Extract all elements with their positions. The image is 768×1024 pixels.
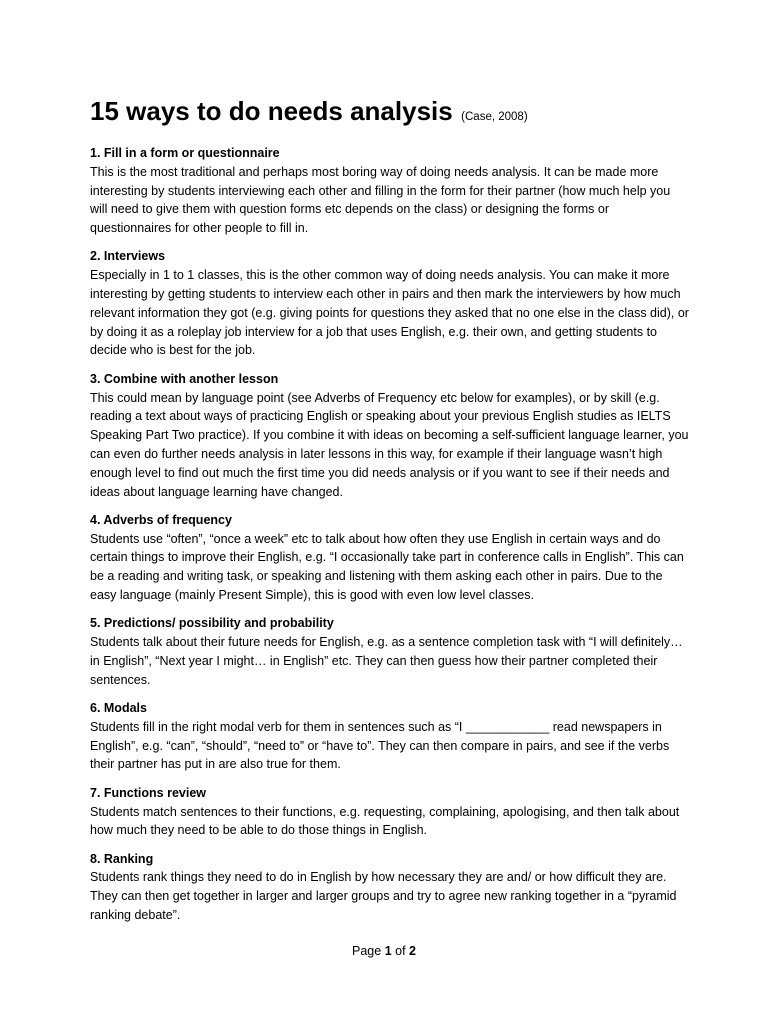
section-heading: 6. Modals <box>90 701 147 716</box>
document-title: 15 ways to do needs analysis <box>90 96 453 126</box>
section-body: This could mean by language point (see Adverbs of Frequency etc below for examples), or by skill (e.g. reading a text about ways of practicing English or speaking about your previous English studies as IELTS Speaking Part Two practice). If you combine it with ideas on becoming a self-sufficient language learner, you can even do further needs analysis in later lessons in this way, for example if their language wasn’t high enough level to find out much the first time you did needs analysis or if you want to see if their needs and ideas about language learning have changed. <box>90 390 689 499</box>
section-3 <box>90 370 690 502</box>
document-content <box>90 98 690 934</box>
footer-of-word: of <box>395 944 406 958</box>
section-2 <box>90 247 690 360</box>
section-body: Students fill in the right modal verb for them in sentences such as “I ____________ read newspapers in English”, e.g. “can”, “should”, “need to” or “have to”. They can then compare in pairs, and see if the verbs their partner has put in are also true for them. <box>90 719 670 772</box>
section-body: This is the most traditional and perhaps most boring way of doing needs analysis. It can be made more interesting by students interviewing each other and filling in the form for their partner (how much help you will need to give them with question forms etc depends on the class) or designing the forms or questionnaires for other people to fill in. <box>90 164 671 236</box>
section-1 <box>90 144 690 238</box>
section-6 <box>90 699 690 774</box>
section-heading: 5. Predictions/ possibility and probability <box>90 616 334 631</box>
section-heading: 4. Adverbs of frequency <box>90 512 232 527</box>
section-5 <box>90 614 690 689</box>
section-8 <box>90 850 690 925</box>
footer-total-pages: 2 <box>409 944 416 958</box>
section-body: Students rank things they need to do in English by how necessary they are and/ or how difficult they are. They can then get together in larger and larger groups and try to agree new ranking together in a “pyramid ranking debate”. <box>90 870 677 922</box>
title-line <box>90 98 690 124</box>
section-body: Students talk about their future needs for English, e.g. as a sentence completion task with “I will definitely… in English”, “Next year I might… in English” etc. They can then guess how their partner completed their sentences. <box>90 635 683 687</box>
section-heading: 3. Combine with another lesson <box>90 371 279 386</box>
footer-page-word: Page <box>352 944 382 958</box>
section-body: Students match sentences to their functions, e.g. requesting, complaining, apologising, and then talk about how much they need to be able to do those things in English. <box>90 804 680 838</box>
section-body: Especially in 1 to 1 classes, this is the other common way of doing needs analysis. You can make it more interesting by getting students to interview each other in pairs and then mark the interviewers by how much relevant information they got (e.g. giving points for questions they asked that no one else in the class did), or by doing it as a roleplay job interview for a job that uses English, e.g. their own, and getting students to decide who is best for the job. <box>90 268 689 358</box>
citation: (Case, 2008) <box>461 111 528 123</box>
section-7 <box>90 784 690 840</box>
section-body: Students use “often”, “once a week” etc to talk about how often they use English in certain ways and do certain things to improve their English, e.g. “I occasionally take part in conference calls in English”. This can be a reading and writing task, or speaking and listening with them asking each other in pairs. Due to the easy language (mainly Present Simple), this is good with even low level classes. <box>90 531 684 603</box>
section-heading: 2. Interviews <box>90 249 166 264</box>
page-footer <box>0 943 768 959</box>
section-heading: 8. Ranking <box>90 851 154 866</box>
section-heading: 1. Fill in a form or questionnaire <box>90 146 280 160</box>
footer-current-page: 1 <box>384 944 392 958</box>
section-4 <box>90 511 690 605</box>
section-heading: 7. Functions review <box>90 785 207 800</box>
